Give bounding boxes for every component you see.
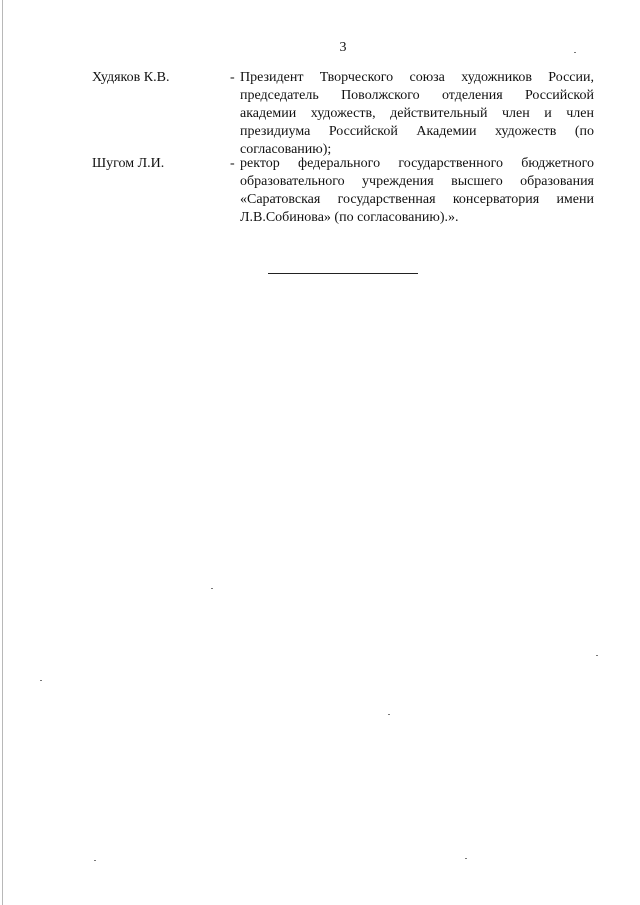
- member-name: Худяков К.В.: [92, 70, 170, 85]
- scan-speck: [211, 588, 213, 589]
- entry-dash: -: [230, 70, 235, 85]
- scan-speck: [94, 860, 96, 861]
- closing-divider-line: [268, 273, 418, 274]
- member-description: Президент Творческого союза художников России, председатель Поволжского отделения Российской академии художеств, действительный член и член президиума Российской Академии художеств (по согласованию);: [240, 70, 594, 157]
- entry-dash: -: [230, 156, 235, 171]
- member-name: Шугом Л.И.: [92, 156, 165, 171]
- page-number: 3: [339, 40, 347, 55]
- scan-edge-line: [2, 0, 3, 905]
- scan-speck: [40, 680, 42, 681]
- scan-speck: [465, 858, 467, 859]
- scan-speck: [574, 52, 576, 53]
- scan-speck: [388, 714, 390, 715]
- scan-speck: [596, 655, 598, 656]
- member-description: ректор федерального государственного бюджетного образовательного учреждения высшего образования «Саратовская государственная консерватория имени Л.В.Собинова» (по согласованию).».: [240, 156, 594, 225]
